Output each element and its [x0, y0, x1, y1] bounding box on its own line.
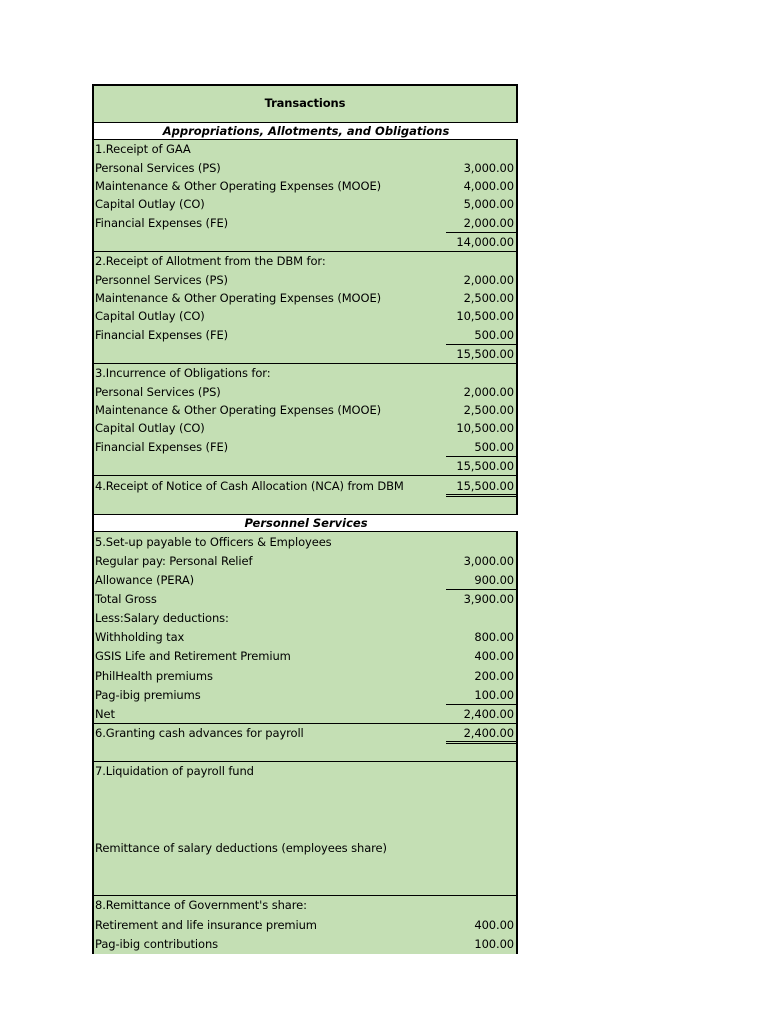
t1-row-label: Financial Expenses (FE): [95, 216, 229, 230]
t3-row-value: 2,500.00: [463, 403, 514, 417]
t5-deduction-value: 100.00: [474, 688, 514, 702]
t2-total: 15,500.00: [456, 347, 514, 361]
t5-gross-value: 3,900.00: [463, 592, 514, 606]
t8-row-value: 400.00: [474, 918, 514, 932]
t8-row-value: 100.00: [474, 937, 514, 951]
t1-heading: 1.Receipt of GAA: [95, 142, 191, 156]
t3-row-label: Capital Outlay (CO): [95, 421, 205, 435]
t2-row-label: Personnel Services (PS): [95, 273, 228, 287]
t2-row-value: 10,500.00: [456, 309, 514, 323]
t4-double-rule: [446, 496, 516, 497]
t6-double-rule: [446, 741, 516, 742]
t2-row-label: Financial Expenses (FE): [95, 328, 229, 342]
t5-allowance-label: Allowance (PERA): [95, 573, 195, 587]
t8-heading: 8.Remittance of Government's share:: [95, 898, 307, 912]
row-divider: [94, 475, 518, 476]
row-divider: [94, 363, 518, 364]
t8-row-label: Pag-ibig contributions: [95, 937, 219, 951]
t1-total-rule: [446, 232, 516, 233]
t1-row-value: 4,000.00: [463, 179, 514, 193]
t3-row-value: 10,500.00: [456, 421, 514, 435]
t7-remittance-label: Remittance of salary deductions (employees share): [95, 841, 387, 855]
t3-heading: 3.Incurrence of Obligations for:: [95, 366, 271, 380]
t5-regular-pay-value: 3,000.00: [463, 554, 514, 568]
t5-deduction-value: 400.00: [474, 649, 514, 663]
t5-net-value: 2,400.00: [463, 707, 514, 721]
t3-row-label: Personal Services (PS): [95, 385, 221, 399]
section-appropriations: Appropriations, Allotments, and Obligations: [94, 122, 518, 140]
t1-row-value: 2,000.00: [463, 216, 514, 230]
t5-deduction-label: GSIS Life and Retirement Premium: [95, 649, 291, 663]
t4-label: 4.Receipt of Notice of Cash Allocation (NCA) from DBM: [95, 479, 404, 493]
t5-deduction-value: 800.00: [474, 630, 514, 644]
t3-total-rule: [446, 456, 516, 457]
t5-gross-label: Total Gross: [95, 592, 157, 606]
row-divider: [94, 895, 518, 896]
t4-value: 15,500.00: [456, 479, 514, 493]
t2-row-value: 2,500.00: [463, 291, 514, 305]
t1-row-value: 3,000.00: [463, 161, 514, 175]
t5-allowance-value: 900.00: [474, 573, 514, 587]
t3-row-label: Maintenance & Other Operating Expenses (MOOE): [95, 403, 382, 417]
t2-row-value: 500.00: [474, 328, 514, 342]
t5-net-label: Net: [95, 707, 115, 721]
t1-row-label: Capital Outlay (CO): [95, 197, 205, 211]
t5-less-label: Less:Salary deductions:: [95, 611, 229, 625]
t5-deduction-label: PhilHealth premiums: [95, 669, 213, 683]
t1-total: 14,000.00: [456, 235, 514, 249]
t1-row-value: 5,000.00: [463, 197, 514, 211]
transactions-sheet: [92, 84, 518, 954]
t2-total-rule: [446, 344, 516, 345]
t5-deduction-label: Pag-ibig premiums: [95, 688, 201, 702]
t8-row-label: Retirement and life insurance premium: [95, 918, 317, 932]
t2-heading: 2.Receipt of Allotment from the DBM for:: [95, 254, 326, 268]
t3-row-value: 2,000.00: [463, 385, 514, 399]
t2-row-label: Capital Outlay (CO): [95, 309, 205, 323]
row-divider: [94, 761, 518, 762]
t2-row-value: 2,000.00: [463, 273, 514, 287]
t5-deduction-value: 200.00: [474, 669, 514, 683]
t6-value: 2,400.00: [463, 726, 514, 740]
sheet-title: Transactions: [264, 96, 346, 110]
t5-heading: 5.Set-up payable to Officers & Employees: [95, 535, 332, 549]
t1-row-label: Personal Services (PS): [95, 161, 221, 175]
t3-row-label: Financial Expenses (FE): [95, 440, 229, 454]
row-divider: [94, 723, 518, 724]
t3-row-value: 500.00: [474, 440, 514, 454]
t7-heading: 7.Liquidation of payroll fund: [95, 764, 254, 778]
t5-net-rule: [446, 704, 516, 705]
section-personnel-services: Personnel Services: [94, 514, 518, 532]
t5-deduction-label: Withholding tax: [95, 630, 185, 644]
row-divider: [94, 251, 518, 252]
t1-row-label: Maintenance & Other Operating Expenses (MOOE): [95, 179, 382, 193]
t4-double-rule: [446, 494, 516, 495]
t5-gross-rule: [446, 589, 516, 590]
t5-regular-pay-label: Regular pay: Personal Relief: [95, 554, 253, 568]
t6-label: 6.Granting cash advances for payroll: [95, 726, 304, 740]
t3-total: 15,500.00: [456, 459, 514, 473]
t2-row-label: Maintenance & Other Operating Expenses (MOOE): [95, 291, 382, 305]
t6-double-rule: [446, 743, 516, 744]
